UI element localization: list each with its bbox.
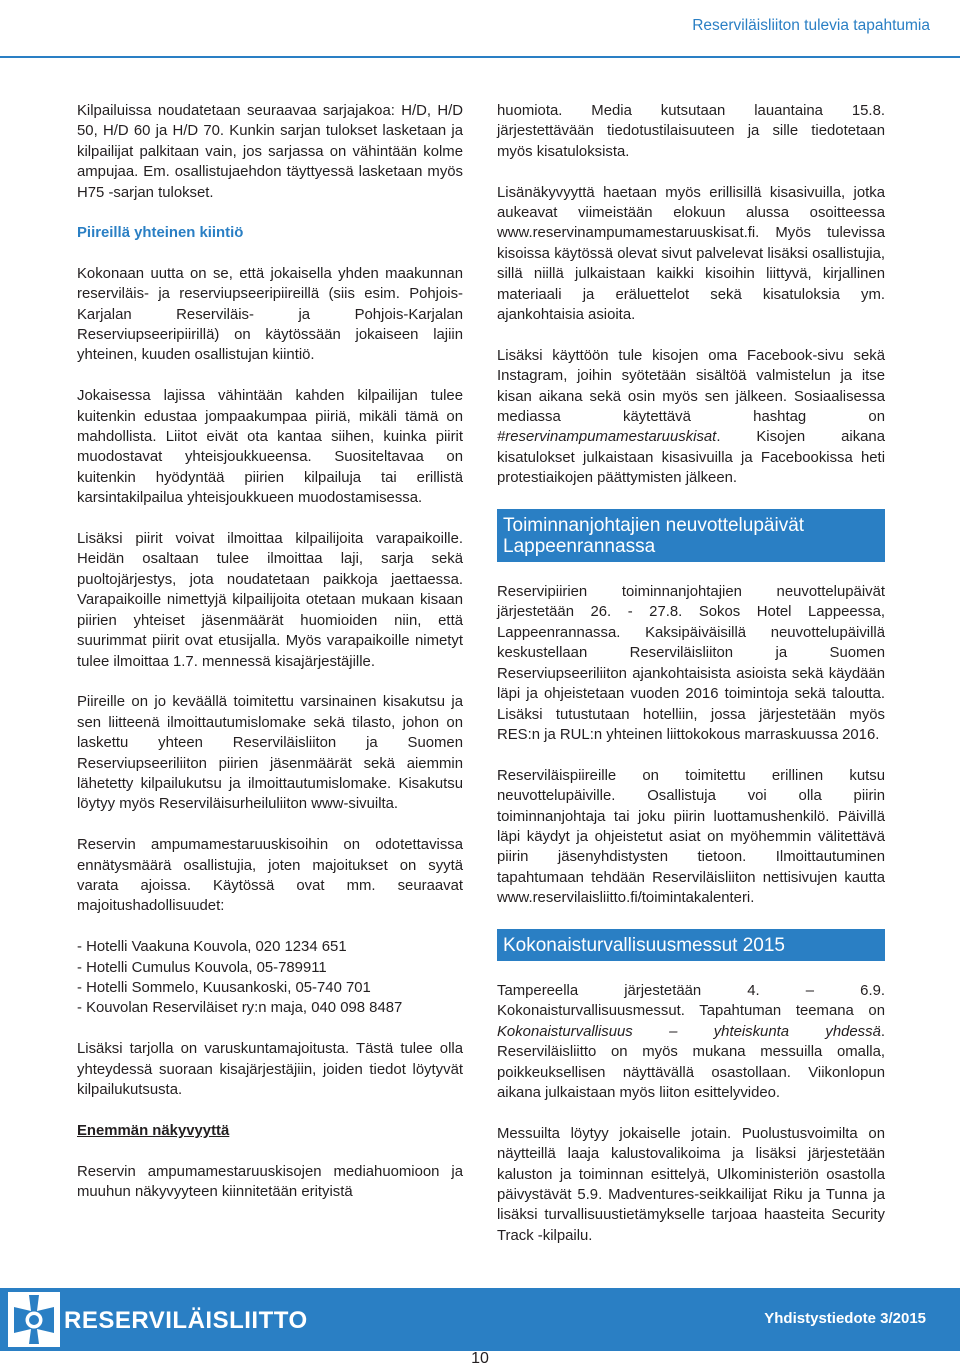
left-paragraph-4: Lisäksi piirit voivat ilmoittaa kilpailijoita varapaikoille. Heidän osaltaan tulee ilmoittaa laji, sarja sekä puoltojärjestys, jota noudatetaan paikkoja jaettaessa. Varapaikoille nimettyjä kilpailijoita otetaan mukaan kisaan piirien yhteiset jäsenmäärät huomioiden niin, että suurimmat piirit ovat etusijalla. Myös varapaikoille nimetyt tulee ilmoittaa 1.7. mennessä kisajärjestäjille.: [77, 531, 463, 670]
issue-label: Yhdistystiedote 3/2015: [764, 1310, 926, 1327]
list-item: - Kouvolan Reserviläiset ry:n maja, 040 098 8487: [77, 1000, 403, 1017]
logo-text: RESERVILÄISLIITTO: [64, 1307, 308, 1334]
header-title: Reserviläisliiton tulevia tapahtumia: [692, 17, 930, 34]
right-paragraph-5: Reserviläispiireille on toimitettu erillinen kutsu neuvottelupäiville. Osallistuja voi olla piirin toiminnanjohtaja tai joku piirin luottamushenkilö. Päivillä läpi käydyt ja ohjeistetut asiat on myöhemmin välitettävä piirin jäsenyhdistysten tietoon. Ilmoittautuminen tapahtumaan tehdään Reserviläisliiton nettisivujen kautta www.reservilaisliitto.fi/toimintakalenteri.: [497, 767, 885, 907]
left-paragraph-2: Kokonaan uutta on se, että jokaisella yhden maakunnan reserviläis- ja reserviupseeripiireillä (siis esim. Pohjois-Karjalan Reserviläis- ja Pohjois-Karjalan Reserviupseeripiirillä) on käytössään jokaiseen lajiin yhteinen, kuuden osallistujan kiintiö.: [77, 265, 463, 364]
right-paragraph-2: Lisänäkyvyyttä haetaan myös erillisillä kisasivuilla, jotka aukeavat viimeistään elokuun alussa osoitteessa www.reservinampumamestaruuskisat.fi. Myös tulevissa kisoissa käytössä olevat sivut palvelevat lisäksi osallistujia, sillä niillä julkaistaan kaikki kisoihin liittyvä, kirjallinen materiaali ja eräluettelot sekä kisatuloksia ym. ajankohtaisia asioita.: [497, 184, 885, 324]
right-paragraph-3-text-a: Lisäksi käyttöön tule kisojen oma Facebook-sivu sekä Instagram, joihin syötetään sisältöä valmistelun ja itse kisan aikana sekä osin myös sen jälkeen. Sosiaalisessa mediassa käytettävä hashtag on: [497, 347, 885, 426]
list-item: - Hotelli Vaakuna Kouvola, 020 1234 651: [77, 939, 347, 956]
left-paragraph-1: Kilpailuissa noudatetaan seuraavaa sarjajakoa: H/D, H/D 50, H/D 60 ja H/D 70. Kunkin sarjan tulokset lasketaan ja kilpailijat palkitaan vain, jos sarjassa on vähintään kolme ampujaa. Em. osallistujaehdon täyttyessä lasketaan myös H75 -sarjan tulokset.: [77, 103, 463, 201]
theme-title: Kokonaisturvallisuus – yhteiskunta yhdessä: [497, 1023, 881, 1040]
right-paragraph-3: [497, 346, 885, 489]
right-paragraph-4: Reservipiirien toiminnanjohtajien neuvottelupäivät järjestetään 26. - 27.8. Sokos Hotel Lappeessa, Lappeenrannassa. Kaksipäiväisillä neuvottelupäivillä keskustellaan Reserviläisliiton ja Suomen Reserviupseeriliiton ajankohtaisista asioista sekä käydään läpi ja ohjeistetaan vuoden 2016 toimintoja sekä taloutta. Lisäksi tutustutaan hotelliin, jossa järjestetään myös RES:n ja RUL:n yhteinen liittokokous marraskuussa 2016.: [497, 584, 885, 743]
section-heading-messut: Kokonaisturvallisuusmessut 2015: [497, 929, 885, 961]
left-paragraph-7: Lisäksi tarjolla on varuskuntamajoitusta. Tästä tulee olla yhteydessä suoraan kisajärjestäjiin, joiden tiedot löytyvät kilpailukutsusta.: [77, 1041, 463, 1098]
right-paragraph-7: Messuilta löytyy jokaiselle jotain. Puolustusvoimilta on näytteillä laaja kalustovalikoima ja lisäksi järjestetään kaluston ja toiminnan esittelyä, Ulkoministeriön osastolla päivystävät 5.9. Madventures-seikkailijat Riku ja Tunna ja lisäksi turvallisuustietämykselle tarjoaa haasteita Security Track -kilpailu.: [497, 1125, 885, 1244]
list-item: - Hotelli Sommelo, Kuusankoski, 05-740 701: [77, 979, 371, 996]
footer-bar: [0, 1288, 960, 1351]
right-paragraph-6-text-a: Tampereella järjestetään 4. – 6.9. Kokonaisturvallisuusmessut. Tapahtuman teemana on: [497, 982, 885, 1020]
right-paragraph-6-text-b: . Reserviläisliitto on myös mukana messuilla omalla, poikkeuksellisen näyttävällä osastollaan. Viikonlopun aikana julkaistaan myös liiton esittelyvideo.: [497, 1023, 885, 1101]
left-paragraph-3: Jokaisessa lajissa vähintään kahden kilpailijan tulee kuitenkin edustaa jompaakumpaa piiriä, mikäli tämä on mahdollista. Liitot eivät ota kantaa siihen, kuinka piirit muodostavat yhteisjoukkueensa. Suositeltavaa on kuitenkin hyödyntää piirien kilpailuja tai erillistä karsintakilpailua yhteisjoukkueen muodostamisessa.: [77, 388, 463, 507]
page-number: 10: [471, 1350, 489, 1367]
right-paragraph-3-text-b: . Kisojen aikana kisatulokset julkaistaan kisasivuilla ja Facebookissa heti protestiaikojen päättymisten jälkeen.: [497, 429, 885, 487]
subheading-kiintio: Piireillä yhteinen kiintiö: [77, 225, 244, 242]
left-column: [77, 101, 463, 1223]
header-rule: [0, 56, 960, 58]
list-item: - Hotelli Cumulus Kouvola, 05-789911: [77, 959, 327, 976]
logo-cross-icon: [8, 1292, 60, 1347]
right-paragraph-1: huomiota. Media kutsutaan lauantaina 15.8. järjestettävään tiedotustilaisuuteen ja sille tiedotetaan myös kisatuloksista.: [497, 103, 885, 160]
hotel-list: [77, 937, 463, 1019]
section-heading-neuvottelupaivat: Toiminnanjohtajien neuvottelupäivät Lappeenrannassa: [497, 509, 885, 562]
right-paragraph-6: [497, 981, 885, 1103]
left-paragraph-8: Reservin ampumamestaruuskisojen mediahuomioon ja muuhun näkyvyyteen kiinnitetään erityistä: [77, 1163, 463, 1200]
hashtag: #reservinampumamestaruuskisat: [497, 429, 717, 446]
subheading-nakyvyys: Enemmän näkyvyyttä: [77, 1122, 230, 1139]
left-paragraph-5: Piireille on jo keväällä toimitettu varsinainen kisakutsu ja sen liitteenä ilmoittautumislomake sekä tilasto, johon on laskettu yhteen Reserviläisliiton ja Suomen Reserviupseeriliiton piirien jäsenmäärät sekä aiemmin lähetetty kilpailukutsu ja ilmoittautumislomake. Kisakutsu löytyy myös Reserviläisurheiluliiton www-sivuilta.: [77, 694, 463, 813]
right-column: [497, 101, 885, 1267]
left-paragraph-6: Reservin ampumamestaruuskisoihin on odotettavissa ennätysmäärä osallistujia, joten majoitukset on syytä varata ajoissa. Käytössä ovat mm. seuraavat majoitushadollisuudet:: [77, 837, 463, 915]
